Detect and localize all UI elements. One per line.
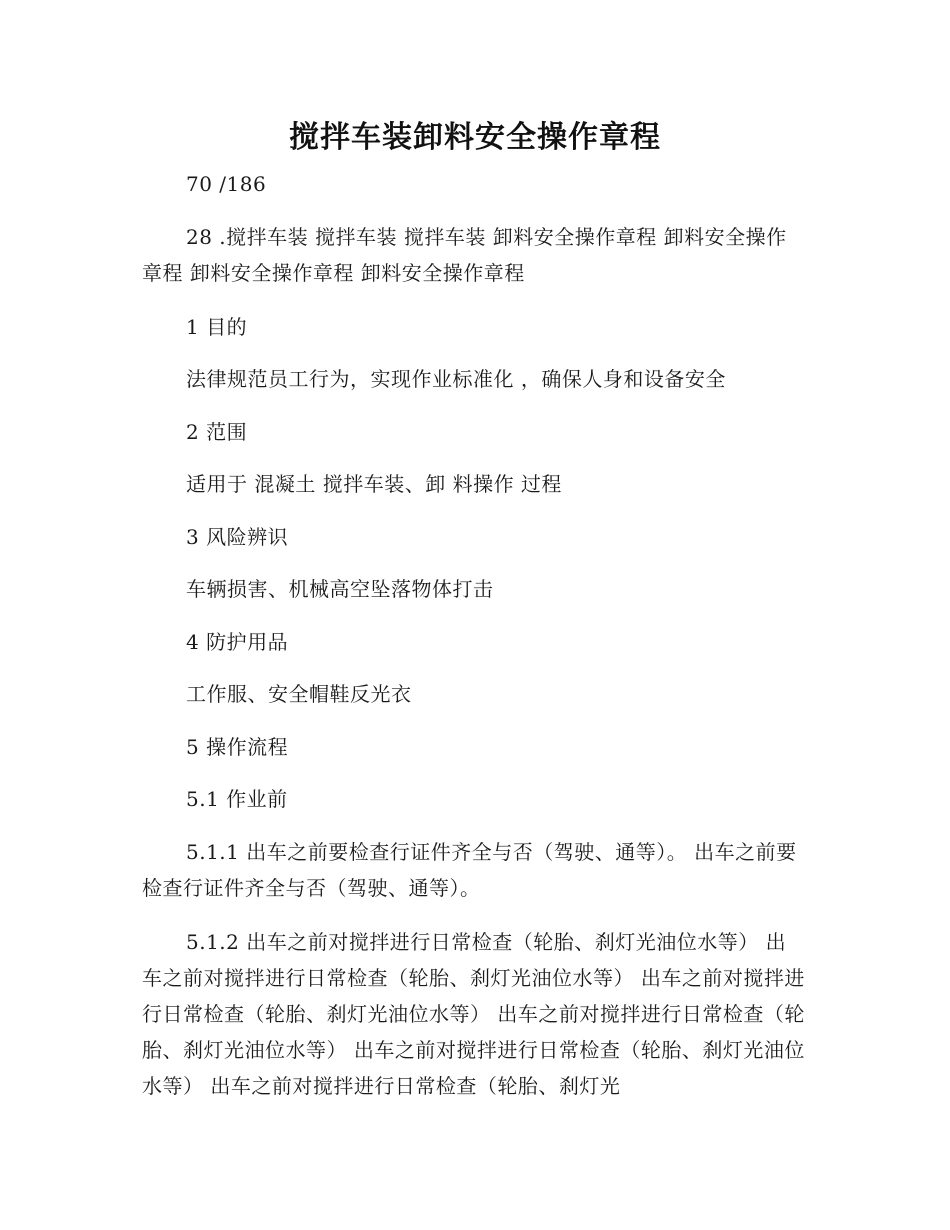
heading-line: 28 .搅拌车装 搅拌车装 搅拌车装 卸料安全操作章程 卸料安全操作章程 卸料安全操作章程 卸料安全操作章程 <box>142 225 787 285</box>
document-title: 搅拌车装卸料安全操作章程 <box>289 120 661 155</box>
page-counter: 70 /186 <box>186 172 267 196</box>
item-5-1-1: 5.1.1 出车之前要检查行证件齐全与否（驾驶、通等）。 出车之前要检查行证件齐全与否（驾驶、通等）。 <box>142 840 797 900</box>
section-heading-risk: 3 风险辨识 <box>186 525 289 549</box>
section-body-risk: 车辆损害、机械高空坠落物体打击 <box>186 577 494 601</box>
process-heading: 5 操作流程 <box>186 735 289 759</box>
section-body-ppe: 工作服、安全帽鞋反光衣 <box>186 682 412 706</box>
subsection-heading: 5.1 作业前 <box>186 787 288 811</box>
section-heading-scope: 2 范围 <box>186 420 248 444</box>
section-body-scope: 适用于 混凝土 搅拌车装、卸 料操作 过程 <box>186 472 562 496</box>
section-heading-purpose: 1 目的 <box>186 315 248 339</box>
item-5-1-2: 5.1.2 出车之前对搅拌进行日常检查（轮胎、刹灯光油位水等） 出车之前对搅拌进行日常检查（轮胎、刹灯光油位水等） 出车之前对搅拌进行日常检查（轮胎、刹灯光油位水等） 出车之前对搅拌进行日常检查（轮胎、刹灯光油位水等） 出车之前对搅拌进行日常检查（轮胎、刹灯光油位水等） 出车之前对搅拌进行日常检查（轮胎、刹灯光 <box>142 930 805 1098</box>
section-body-purpose: 法律规范员工行为，实现作业标准化 ，确保人身和设备安全 <box>186 367 726 391</box>
section-heading-ppe: 4 防护用品 <box>186 630 289 654</box>
